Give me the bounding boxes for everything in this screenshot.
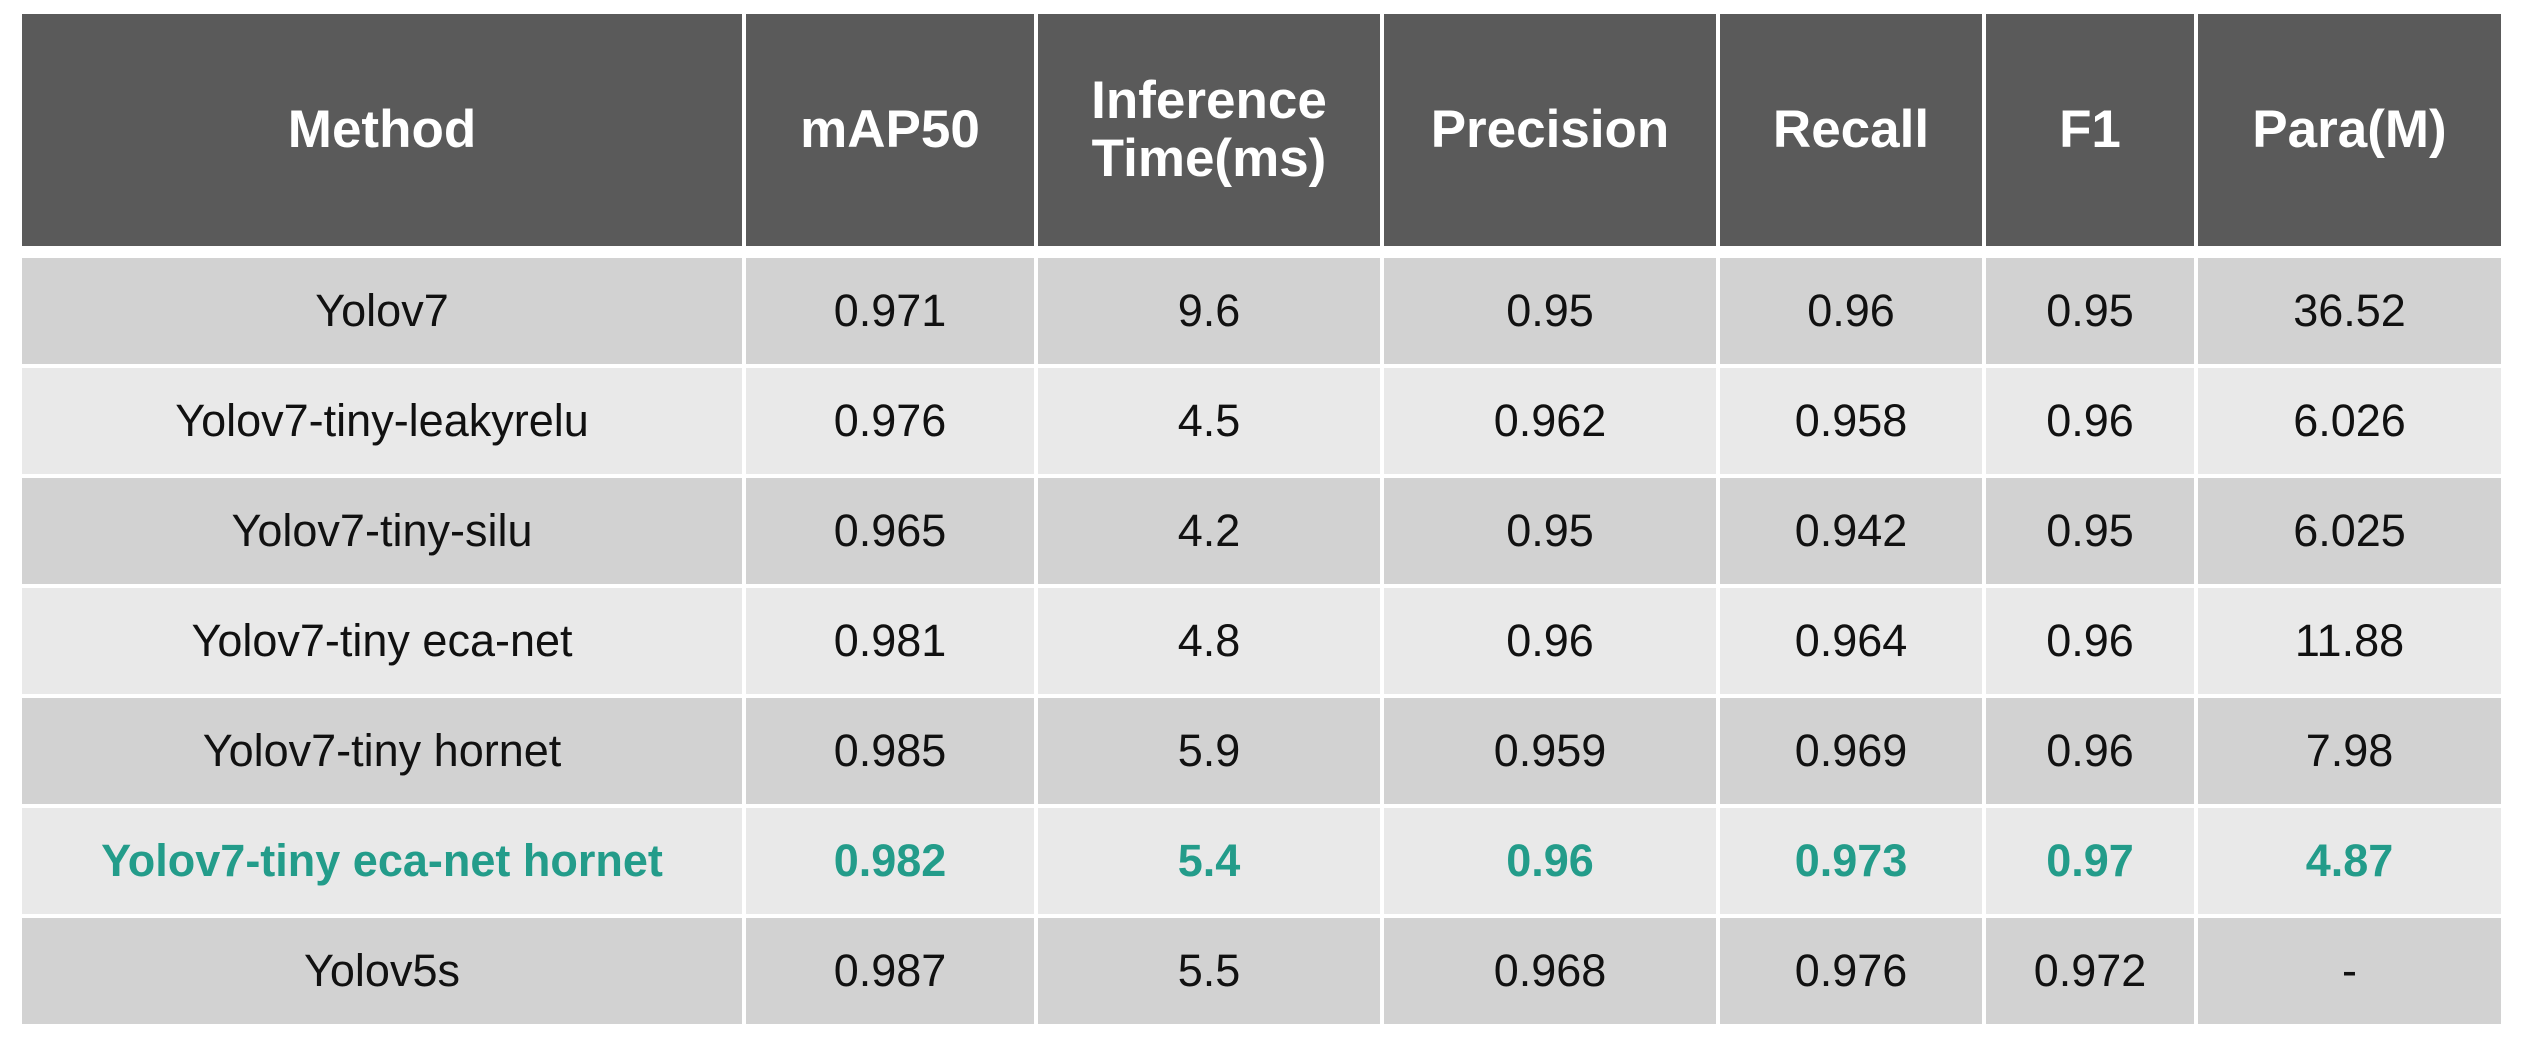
cell-f1: 0.96 [1986,698,2198,808]
cell-map50: 0.982 [746,808,1038,918]
header-method: Method [22,14,746,258]
table-row-highlighted [22,808,2501,918]
cell-params: 7.98 [2198,698,2501,808]
header-f1: F1 [1986,14,2198,258]
table-row [22,918,2501,1024]
table-row [22,698,2501,808]
cell-precision: 0.968 [1384,918,1720,1024]
cell-map50: 0.971 [746,258,1038,368]
cell-recall: 0.96 [1720,258,1986,368]
cell-map50: 0.965 [746,478,1038,588]
cell-map50: 0.976 [746,368,1038,478]
cell-method: Yolov7-tiny-silu [22,478,746,588]
header-params: Para(M) [2198,14,2501,258]
table-body [22,258,2501,1024]
cell-inference-time: 4.8 [1038,588,1384,698]
header-precision: Precision [1384,14,1720,258]
cell-inference-time: 5.9 [1038,698,1384,808]
cell-precision: 0.95 [1384,478,1720,588]
results-table [22,14,2501,1024]
cell-inference-time: 5.4 [1038,808,1384,918]
cell-recall: 0.958 [1720,368,1986,478]
cell-f1: 0.972 [1986,918,2198,1024]
cell-method: Yolov7-tiny eca-net [22,588,746,698]
cell-recall: 0.976 [1720,918,1986,1024]
cell-params: 36.52 [2198,258,2501,368]
header-recall: Recall [1720,14,1986,258]
cell-f1: 0.96 [1986,368,2198,478]
cell-inference-time: 9.6 [1038,258,1384,368]
header-row [22,14,2501,258]
table-row [22,258,2501,368]
table-header [22,14,2501,258]
table-row [22,478,2501,588]
cell-f1: 0.97 [1986,808,2198,918]
cell-params: - [2198,918,2501,1024]
cell-params: 6.026 [2198,368,2501,478]
header-map50: mAP50 [746,14,1038,258]
cell-map50: 0.987 [746,918,1038,1024]
cell-f1: 0.95 [1986,478,2198,588]
cell-recall: 0.973 [1720,808,1986,918]
cell-precision: 0.962 [1384,368,1720,478]
cell-method: Yolov5s [22,918,746,1024]
cell-params: 6.025 [2198,478,2501,588]
table-row [22,588,2501,698]
cell-method: Yolov7-tiny-leakyrelu [22,368,746,478]
cell-method: Yolov7 [22,258,746,368]
cell-method: Yolov7-tiny eca-net hornet [22,808,746,918]
cell-precision: 0.959 [1384,698,1720,808]
cell-recall: 0.964 [1720,588,1986,698]
cell-inference-time: 4.5 [1038,368,1384,478]
cell-recall: 0.969 [1720,698,1986,808]
cell-precision: 0.95 [1384,258,1720,368]
header-inference-time: Inference Time(ms) [1038,14,1384,258]
cell-f1: 0.96 [1986,588,2198,698]
cell-recall: 0.942 [1720,478,1986,588]
cell-map50: 0.981 [746,588,1038,698]
cell-precision: 0.96 [1384,588,1720,698]
table-row [22,368,2501,478]
cell-f1: 0.95 [1986,258,2198,368]
cell-map50: 0.985 [746,698,1038,808]
cell-inference-time: 5.5 [1038,918,1384,1024]
cell-precision: 0.96 [1384,808,1720,918]
cell-method: Yolov7-tiny hornet [22,698,746,808]
cell-params: 4.87 [2198,808,2501,918]
cell-inference-time: 4.2 [1038,478,1384,588]
cell-params: 11.88 [2198,588,2501,698]
